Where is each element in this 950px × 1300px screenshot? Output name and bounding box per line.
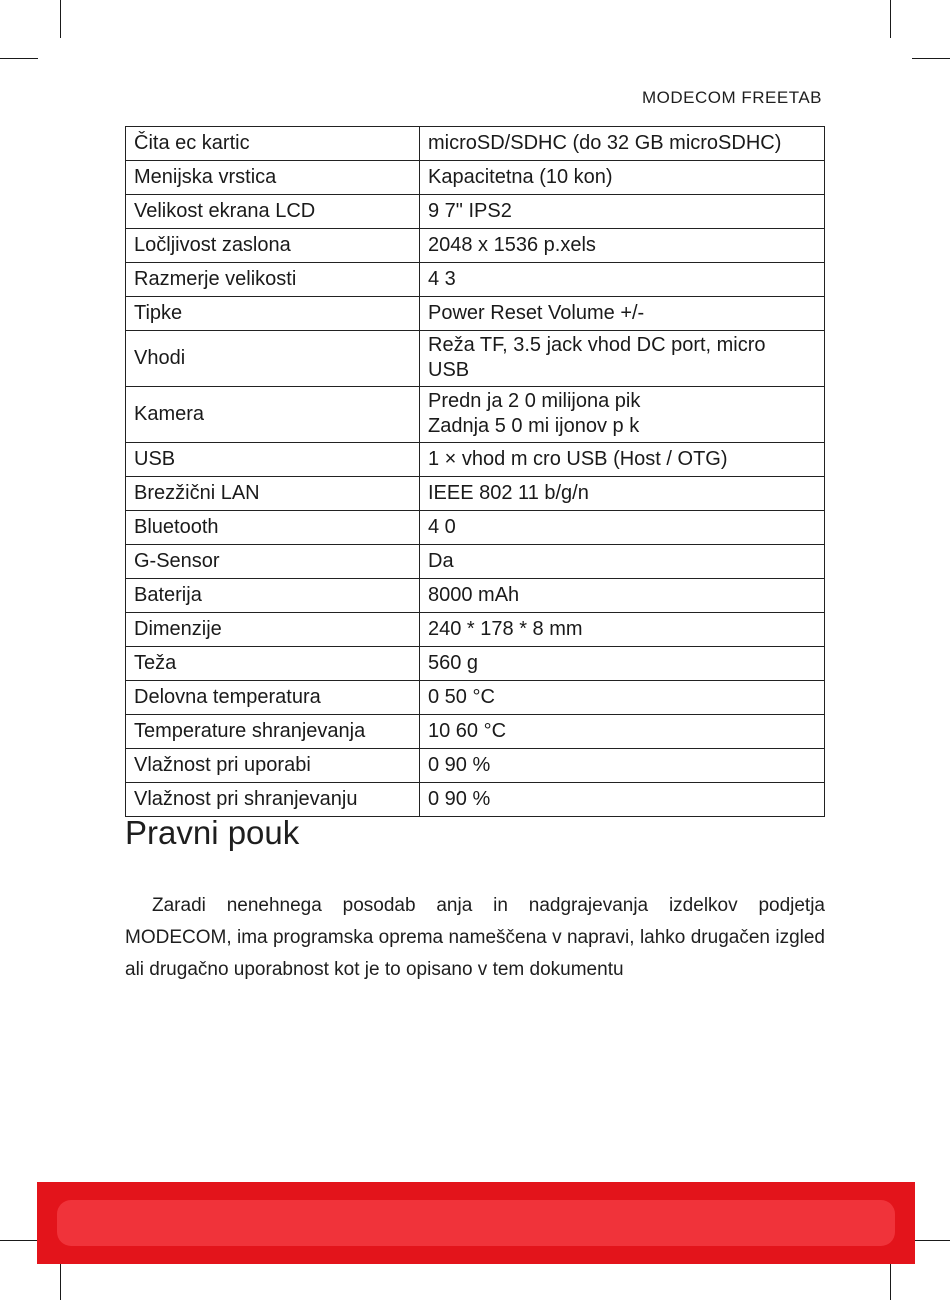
crop-mark (890, 0, 891, 38)
crop-mark (890, 1262, 891, 1300)
spec-value-line: 10 60 °C (428, 719, 507, 742)
table-row (126, 681, 825, 715)
crop-mark (60, 0, 61, 38)
spec-value (420, 443, 825, 477)
table-row (126, 195, 825, 229)
table-row (126, 511, 825, 545)
spec-value-line: USB (428, 359, 470, 381)
spec-value-line: 4 0 (428, 515, 456, 538)
spec-value (420, 127, 825, 161)
spec-value-line: Power Reset Volume +/- (428, 301, 645, 324)
table-row (126, 783, 825, 817)
spec-label: Temperature shranjevanja (126, 715, 420, 749)
legal-notice-paragraph: Zaradi nenehnega posodab anja in nadgrajevanja izdelkov podjetja MODECOM, ima programska oprema nameščena v napravi, lahko drugačen izgled ali drugačno uporabnost kot je to opisano v tem dokumentu (125, 895, 825, 980)
spec-value (420, 161, 825, 195)
spec-label: Baterija (126, 579, 420, 613)
crop-mark (0, 1240, 38, 1241)
table-row (126, 477, 825, 511)
spec-value-line: Da (428, 549, 454, 572)
spec-label: Dimenzije (126, 613, 420, 647)
spec-value (420, 613, 825, 647)
spec-label: Bluetooth (126, 511, 420, 545)
specifications-table (125, 126, 825, 817)
spec-value-line: 0 90 % (428, 753, 491, 776)
footer-band (37, 1182, 915, 1264)
spec-label: Menijska vrstica (126, 161, 420, 195)
spec-value (420, 477, 825, 511)
spec-value (420, 715, 825, 749)
spec-label: G-Sensor (126, 545, 420, 579)
spec-label: Vhodi (126, 331, 420, 387)
spec-value-line: 9 7" IPS2 (428, 199, 512, 222)
crop-mark (912, 1240, 950, 1241)
table-row (126, 749, 825, 783)
spec-value-line: Reža TF, 3.5 jack vhod DC port, micro (428, 334, 766, 356)
spec-label: Kamera (126, 387, 420, 443)
spec-value (420, 297, 825, 331)
spec-label: Čita ec kartic (126, 127, 420, 161)
spec-value (420, 387, 825, 443)
spec-value (420, 783, 825, 817)
spec-value-line: Predn ja 2 0 milijona pik (428, 390, 641, 412)
table-row (126, 331, 825, 387)
spec-label: Tipke (126, 297, 420, 331)
spec-value (420, 263, 825, 297)
spec-label: Brezžični LAN (126, 477, 420, 511)
table-row (126, 297, 825, 331)
crop-mark (0, 58, 38, 59)
table-row (126, 715, 825, 749)
table-row (126, 443, 825, 477)
spec-value (420, 681, 825, 715)
spec-value (420, 647, 825, 681)
spec-value (420, 579, 825, 613)
spec-label: Teža (126, 647, 420, 681)
spec-value (420, 331, 825, 387)
crop-mark (60, 1262, 61, 1300)
crop-mark (912, 58, 950, 59)
spec-label: Vlažnost pri uporabi (126, 749, 420, 783)
spec-value-line: Zadnja 5 0 mi ijonov p k (428, 415, 640, 437)
table-row (126, 127, 825, 161)
table-row (126, 545, 825, 579)
spec-value-line: IEEE 802 11 b/g/n (428, 481, 589, 504)
spec-label: Razmerje velikosti (126, 263, 420, 297)
spec-label: Ločljivost zaslona (126, 229, 420, 263)
running-header-brand: MODECOM FREETAB (641, 88, 822, 107)
spec-value-line: 0 90 % (428, 787, 491, 810)
spec-label: Velikost ekrana LCD (126, 195, 420, 229)
spec-label: Vlažnost pri shranjevanju (126, 783, 420, 817)
spec-value-line: 4 3 (428, 267, 456, 290)
spec-value (420, 229, 825, 263)
spec-value-line: 1 × vhod m cro USB (Host / OTG) (428, 447, 728, 470)
table-row (126, 579, 825, 613)
spec-label: USB (126, 443, 420, 477)
spec-value-line: 240 * 178 * 8 mm (428, 617, 583, 640)
spec-value (420, 545, 825, 579)
spec-value (420, 749, 825, 783)
table-row (126, 161, 825, 195)
spec-value (420, 195, 825, 229)
spec-value-line: 0 50 °C (428, 685, 495, 708)
spec-label: Delovna temperatura (126, 681, 420, 715)
table-row (126, 647, 825, 681)
table-row (126, 387, 825, 443)
table-row (126, 229, 825, 263)
spec-value-line: 560 g (428, 651, 479, 674)
spec-value-line: 2048 x 1536 p.xels (428, 233, 596, 256)
footer-band-highlight (57, 1200, 895, 1246)
table-row (126, 613, 825, 647)
spec-value (420, 511, 825, 545)
legal-notice-heading: Pravni pouk (125, 814, 300, 851)
spec-value-line: 8000 mAh (428, 583, 520, 606)
spec-value-line: microSD/SDHC (do 32 GB microSDHC) (428, 131, 782, 154)
table-row (126, 263, 825, 297)
spec-value-line: Kapacitetna (10 kon) (428, 165, 613, 188)
